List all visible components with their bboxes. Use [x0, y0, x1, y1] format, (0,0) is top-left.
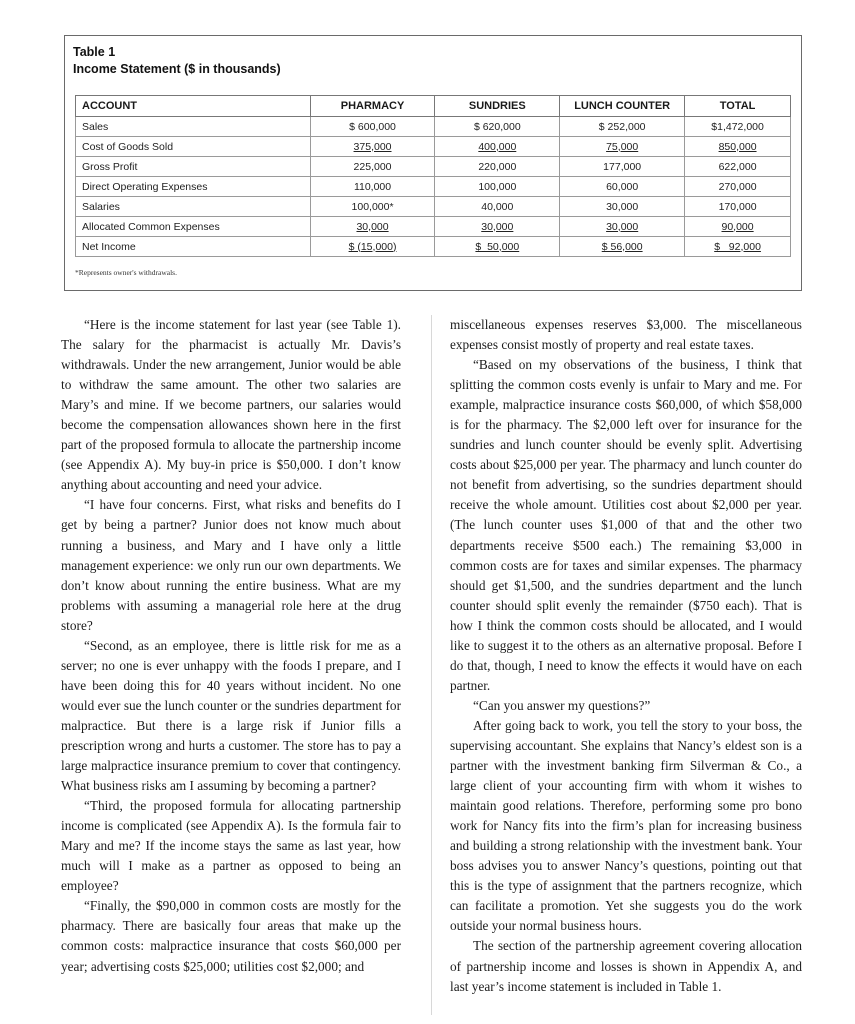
paragraph: “Based on my observations of the business, I think that splitting the common costs evenly is unfair to Mary and me. For example, malpractice insurance costs $60,000, of which $58,000 is for the pharmacy. The $2,000 left over for insurance for the sundries and lunch counter should be evenly split. Advertising costs about $25,000 per year. The pharmacy and lunch counter do not benefit from advertising, so the sundries department should receive the whole amount. Utilities cost about $2,000 per year. (The lunch counter uses $1,000 of that and the other two departments receive $500 each.) The remaining $3,000 in common costs are for taxes and similar expenses. The pharmacy should get $1,500, and the sundries department and the lunch counter should split evenly the remainder ($750 each). That is how I think the common costs should be allocated, and I would like to suggest it to the others as an alternative proposal. Before I do that, though, I need to know the effects it would have on each partner.	[450, 357, 802, 693]
cell-total: 170,000	[685, 197, 791, 217]
paragraph: “Finally, the $90,000 in common costs are mostly for the pharmacy. There are basically four areas that make up the common costs: malpractice insurance that costs $60,000 per year; advertising costs $25,000; utilities cost $2,000; and	[61, 898, 401, 974]
cell-account: Salaries	[76, 197, 311, 217]
table-row-allocated-common-expenses	[76, 217, 791, 237]
paragraph: miscellaneous expenses reserves $3,000. The miscellaneous expenses consist mostly of property and real estate taxes.	[450, 317, 802, 353]
header-account: ACCOUNT	[76, 96, 311, 117]
table-number: Table 1	[73, 45, 116, 59]
cell-account: Direct Operating Expenses	[76, 177, 311, 197]
cell-sundries: 220,000	[435, 157, 560, 177]
cell-account: Gross Profit	[76, 157, 311, 177]
cell-lunch-counter: 30,000	[560, 197, 685, 217]
cell-total: 622,000	[685, 157, 791, 177]
cell-pharmacy: $ (15,000)	[310, 237, 435, 257]
table-footnote: *Represents owner's withdrawals.	[75, 268, 177, 277]
cell-sundries: 400,000	[435, 137, 560, 157]
cell-account: Net Income	[76, 237, 311, 257]
table-row-salaries	[76, 197, 791, 217]
cell-pharmacy: $ 600,000	[310, 117, 435, 137]
paragraph: “Second, as an employee, there is little risk for me as a server; no one is ever unhappy with the foods I prepare, and I have been doing this for 40 years without incident. No one would ever sue the lunch counter or the sundries department for malpractice. But there is a large risk if Junior fills a prescription wrong and hurts a customer. The store has to pay a large malpractice insurance premium to cover that contingency. What business risks am I assuming by becoming a partner?	[61, 637, 401, 794]
cell-lunch-counter: 30,000	[560, 217, 685, 237]
cell-lunch-counter: 75,000	[560, 137, 685, 157]
income-statement-table-box	[64, 35, 802, 291]
header-sundries: SUNDRIES	[435, 96, 560, 117]
paragraph: After going back to work, you tell the story to your boss, the supervising accountant. She explains that Nancy’s eldest son is a partner with the investment banking firm Silverman & Co., a large client of your accounting firm with whom it wishes to maintain good relations. Therefore, performing some pro bono work for Nancy fits into the firm’s plan for increasing business and building a strong relationship with the investment bank. Your boss advises you to answer Nancy’s questions, pointing out that this is the type of assignment that the partners recognize, which can facilitate a promotion. Yet she suggests you do the work outside your normal business hours.	[450, 717, 802, 934]
cell-sundries: $ 50,000	[435, 237, 560, 257]
paragraph: “Third, the proposed formula for allocating partnership income is complicated (see Appendix A). Is the formula fair to Mary and me? If the income stays the same as last year, how much will I make as a partner as opposed to being an employee?	[61, 798, 401, 894]
cell-pharmacy: 100,000*	[310, 197, 435, 217]
cell-total: $1,472,000	[685, 117, 791, 137]
cell-account: Allocated Common Expenses	[76, 217, 311, 237]
table-row-gross-profit	[76, 157, 791, 177]
cell-total: 90,000	[685, 217, 791, 237]
cell-lunch-counter: $ 56,000	[560, 237, 685, 257]
cell-total: 270,000	[685, 177, 791, 197]
cell-account: Cost of Goods Sold	[76, 137, 311, 157]
cell-total: $ 92,000	[685, 237, 791, 257]
cell-lunch-counter: 60,000	[560, 177, 685, 197]
table-row-sales	[76, 117, 791, 137]
cell-sundries: $ 620,000	[435, 117, 560, 137]
table-row-net-income	[76, 237, 791, 257]
paragraph: “Can you answer my questions?”	[473, 697, 651, 713]
cell-sundries: 40,000	[435, 197, 560, 217]
cell-sundries: 30,000	[435, 217, 560, 237]
header-lunch-counter: LUNCH COUNTER	[560, 96, 685, 117]
table-caption: Income Statement ($ in thousands)	[73, 62, 281, 76]
header-pharmacy: PHARMACY	[310, 96, 435, 117]
column-divider	[431, 315, 432, 1015]
table-row-direct-operating-expenses	[76, 177, 791, 197]
left-text-column	[61, 315, 401, 977]
cell-lunch-counter: $ 252,000	[560, 117, 685, 137]
table-header-row	[76, 96, 791, 117]
cell-pharmacy: 110,000	[310, 177, 435, 197]
cell-lunch-counter: 177,000	[560, 157, 685, 177]
cell-sundries: 100,000	[435, 177, 560, 197]
income-statement-table	[75, 95, 791, 257]
paragraph: “I have four concerns. First, what risks and benefits do I get by being a partner? Junior does not know much about running a business, and Mary and I have only a little management experience: we only run our own departments. We don’t know about running the entire business. What are my problems with assuming a managerial role here at the drug store?	[61, 497, 401, 633]
right-text-column	[450, 315, 802, 997]
cell-total: 850,000	[685, 137, 791, 157]
table-title	[73, 44, 281, 78]
cell-pharmacy: 225,000	[310, 157, 435, 177]
header-total: TOTAL	[685, 96, 791, 117]
paragraph: “Here is the income statement for last year (see Table 1). The salary for the pharmacist is actually Mr. Davis’s withdrawals. Under the new arrangement, Junior would be able to withdraw the same amount. The other two salaries are Mary’s and mine. If we become partners, our salaries would become the compensation allowances shown here in the first part of the proposed formula to allocate the partnership income (see Appendix A). My buy-in price is $50,000. I don’t know anything about accounting and need your advice.	[61, 317, 401, 493]
cell-pharmacy: 30,000	[310, 217, 435, 237]
cell-account: Sales	[76, 117, 311, 137]
table-row-cost-of-goods-sold	[76, 137, 791, 157]
cell-pharmacy: 375,000	[310, 137, 435, 157]
paragraph: The section of the partnership agreement covering allocation of partnership income and losses is shown in Appendix A, and last year’s income statement is included in Table 1.	[450, 938, 802, 994]
